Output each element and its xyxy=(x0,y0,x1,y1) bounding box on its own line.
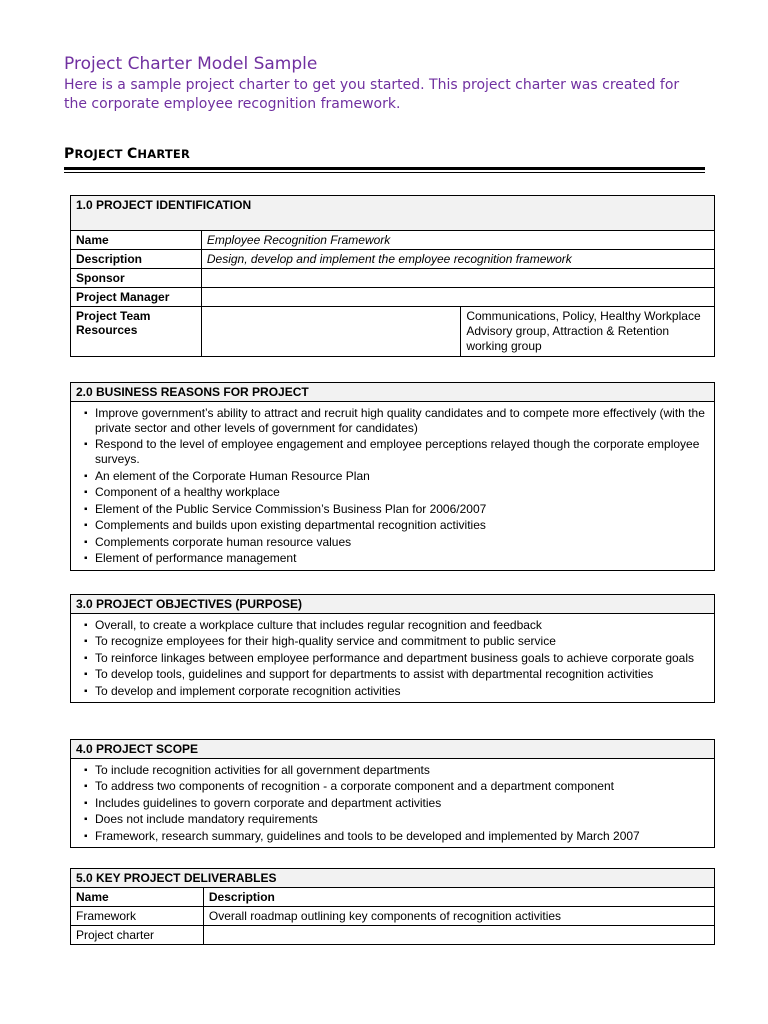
id-value-project-manager xyxy=(201,288,714,307)
intro-text: Here is a sample project charter to get you started. This project charter was created for the corporate employee recognition framework. xyxy=(64,77,680,112)
section-1-header: 1.0 PROJECT IDENTIFICATION xyxy=(71,196,715,231)
id-label-sponsor: Sponsor xyxy=(71,269,202,288)
list-item: ▪ Respond to the level of employee engagement and employee perceptions relayed though the corporate employee surveys. xyxy=(76,437,709,467)
list-item: ▪ To reinforce linkages between employee performance and department business goals to achieve corporate goals xyxy=(76,651,709,666)
charter-heading-harter: HARTER xyxy=(137,147,191,161)
heading-rule-thick xyxy=(64,167,705,170)
table-row xyxy=(71,926,715,945)
section-3-header: 3.0 PROJECT OBJECTIVES (PURPOSE) xyxy=(71,595,715,614)
deliverables-col-name: Name xyxy=(71,888,204,907)
intro-title: Project Charter Model Sample xyxy=(64,54,318,74)
id-label-team-resources: Project Team Resources xyxy=(71,307,202,357)
list-item: ▪ An element of the Corporate Human Resource Plan xyxy=(76,469,709,484)
list-item: ▪ Component of a healthy workplace xyxy=(76,485,709,500)
project-identification-table xyxy=(70,195,715,357)
deliverable-description: Overall roadmap outlining key components of recognition activities xyxy=(203,907,714,926)
list-item: ▪ To develop tools, guidelines and support for departments to assist with departmental recognition activities xyxy=(76,667,709,682)
table-row xyxy=(71,907,715,926)
list-item: ▪ To recognize employees for their high-quality service and commitment to public service xyxy=(76,634,709,649)
id-value-sponsor xyxy=(201,269,714,288)
id-value-team-resources xyxy=(201,307,460,357)
heading-rule-thin xyxy=(64,172,705,173)
deliverables-col-description: Description xyxy=(203,888,714,907)
business-reasons-table xyxy=(70,382,715,571)
charter-heading-roject: ROJECT xyxy=(74,147,127,161)
list-item: ▪ Complements corporate human resource values xyxy=(76,535,709,550)
id-label-project-manager: Project Manager xyxy=(71,288,202,307)
charter-heading-c: C xyxy=(126,146,138,162)
id-value-name: Employee Recognition Framework xyxy=(201,231,714,250)
deliverable-description xyxy=(203,926,714,945)
business-reasons-list xyxy=(76,406,709,567)
list-item: ▪ To develop and implement corporate recognition activities xyxy=(76,684,709,699)
deliverable-name: Framework xyxy=(71,907,204,926)
deliverables-table xyxy=(70,868,715,945)
list-item: ▪ Framework, research summary, guidelines and tools to be developed and implemented by March 2007 xyxy=(76,829,709,844)
list-item: ▪ To address two components of recognition - a corporate component and a department component xyxy=(76,779,709,794)
objectives-list xyxy=(76,618,709,699)
scope-list xyxy=(76,763,709,844)
id-team-resources-groups: Communications, Policy, Healthy Workplace Advisory group, Attraction & Retention working group xyxy=(461,307,715,357)
section-5-header: 5.0 KEY PROJECT DELIVERABLES xyxy=(71,869,715,888)
section-4-header: 4.0 PROJECT SCOPE xyxy=(71,740,715,759)
project-scope-table xyxy=(70,739,715,848)
list-item: ▪ To include recognition activities for all government departments xyxy=(76,763,709,778)
id-label-description: Description xyxy=(71,250,202,269)
id-value-description: Design, develop and implement the employee recognition framework xyxy=(201,250,714,269)
list-item: ▪ Complements and builds upon existing departmental recognition activities xyxy=(76,518,709,533)
list-item: ▪ Does not include mandatory requirements xyxy=(76,812,709,827)
project-objectives-table xyxy=(70,594,715,703)
list-item: ▪ Includes guidelines to govern corporate and department activities xyxy=(76,796,709,811)
id-label-name: Name xyxy=(71,231,202,250)
charter-heading-p: P xyxy=(64,146,75,162)
list-item: ▪ Element of the Public Service Commission’s Business Plan for 2006/2007 xyxy=(76,502,709,517)
list-item: ▪ Overall, to create a workplace culture that includes regular recognition and feedback xyxy=(76,618,709,633)
deliverable-name: Project charter xyxy=(71,926,204,945)
list-item: ▪ Improve government’s ability to attract and recruit high quality candidates and to compete more effectively (with the private sector and other levels of government for candidates) xyxy=(76,406,709,436)
section-2-header: 2.0 BUSINESS REASONS FOR PROJECT xyxy=(71,383,715,402)
list-item: ▪ Element of performance management xyxy=(76,551,709,566)
charter-heading xyxy=(64,146,190,162)
